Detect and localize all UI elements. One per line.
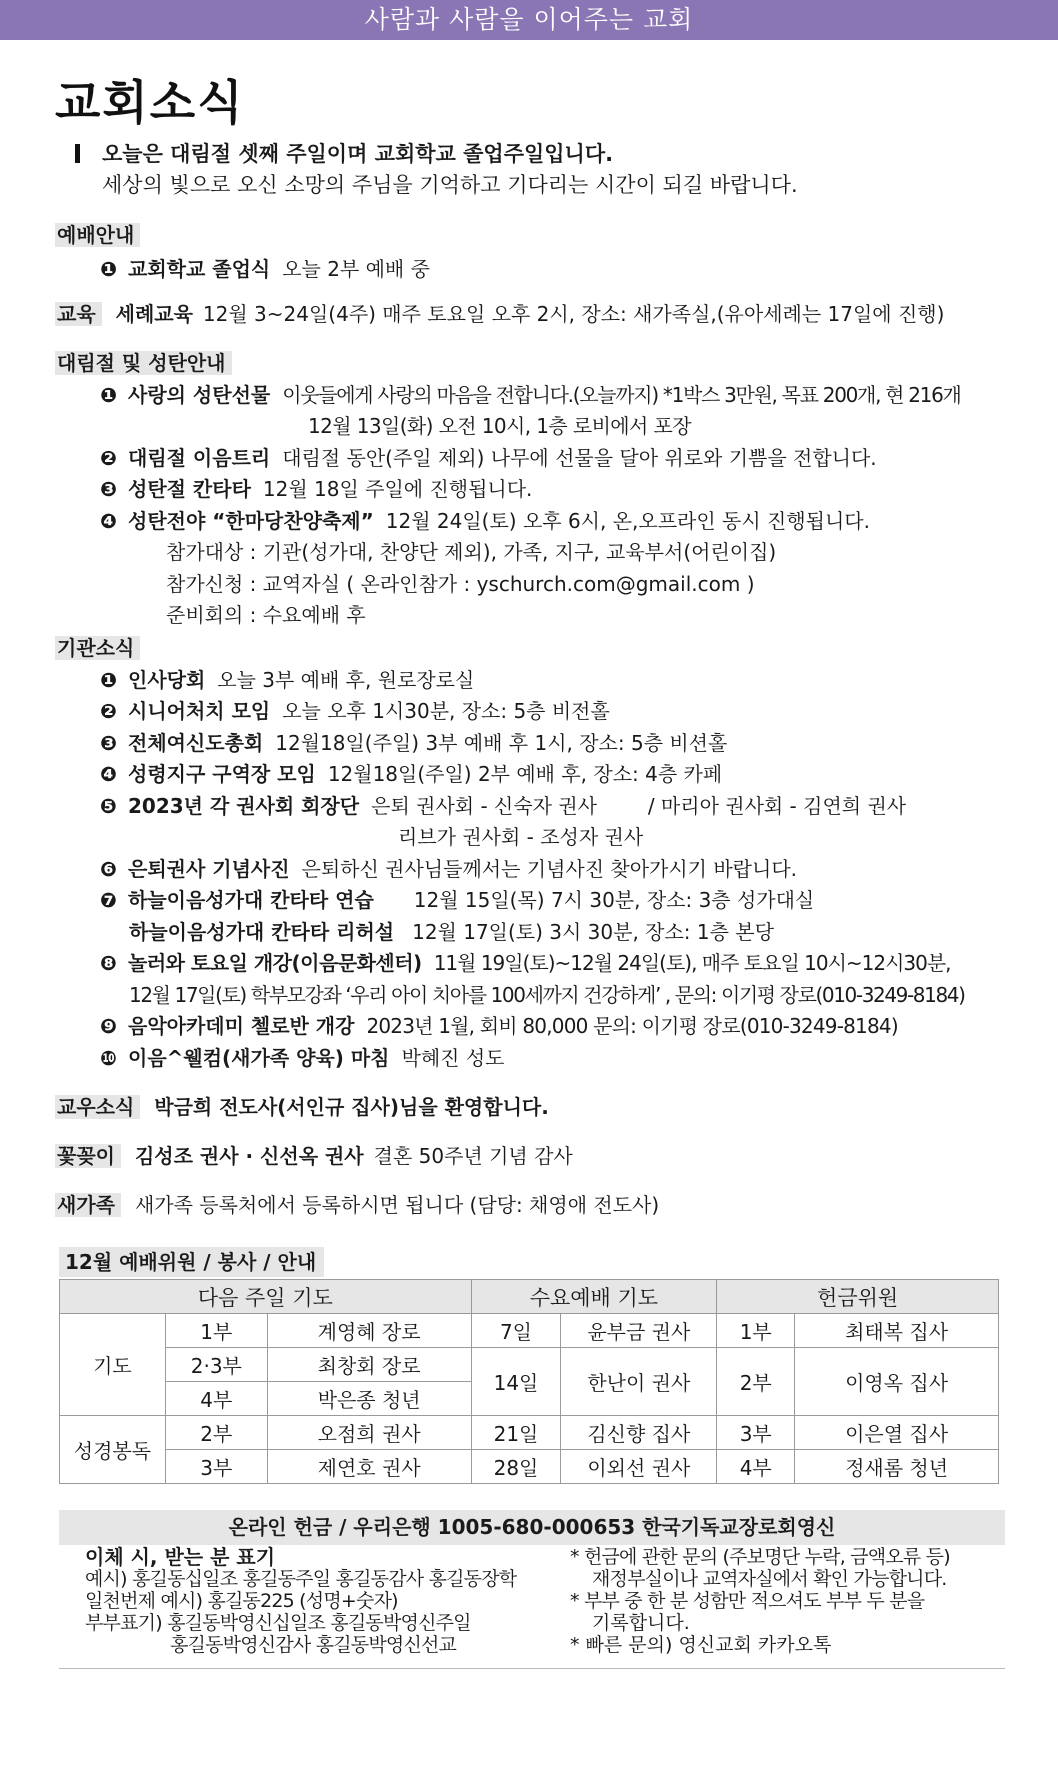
table-row: 성경봉독 2부 오점희 권사 21일 김신향 집사 3부 이은열 집사 <box>60 1416 999 1450</box>
divider <box>59 1668 1005 1669</box>
worship-section <box>55 220 430 285</box>
org-item: ❾ 음악아카데미 첼로반 개강 2023년 1월, 회비 80,000 문의: 이기평 장로(010-3249-8184) <box>100 1014 898 1038</box>
education-label: 세례교육 <box>115 302 193 326</box>
org-item: ❷ 시니어처치 모임 오늘 오후 1시30분, 장소: 5층 비전홀 <box>100 699 610 723</box>
table-header-row <box>60 1280 999 1314</box>
org-item: ❻ 은퇴권사 기념사진 은퇴하신 권사님들께서는 기념사진 찾아가시기 바랍니다. <box>100 856 797 881</box>
page-banner: 사람과 사람을 이어주는 교회 <box>0 0 1058 40</box>
online-offering-heading: 온라인 헌금 / 우리은행 1005-680-000653 한국기독교장로회영신 <box>59 1510 1005 1545</box>
flowers-text: 결혼 50주년 기념 감사 <box>373 1144 573 1168</box>
table-row: 3부 제연호 권사 28일 이외선 권사 4부 정새롬 청년 <box>60 1450 999 1484</box>
advent-sub: 참가대상 : 기관(성가대, 찬양단 제외), 가족, 지구, 교육부서(어린이집) <box>166 540 777 564</box>
missionary-heading: 교우소식 <box>55 1095 140 1119</box>
advent-item: ❷ 대림절 이음트리 대림절 동안(주일 제외) 나무에 선물을 달아 위로와 기쁨을 전합니다. <box>100 445 877 470</box>
newfamily-heading: 새가족 <box>55 1193 121 1217</box>
advent-item-cont: 12월 13일(화) 오전 10시, 1층 로비에서 포장 <box>308 414 691 438</box>
advent-item: ❶ 사랑의 성탄선물 이웃들에게 사랑의 마음을 전합니다.(오늘까지) *1박스 3만원, 목표 200개, 현 216개 <box>100 382 961 407</box>
worship-item: ❶ 교회학교 졸업식 오늘 2부 예배 중 <box>100 256 430 281</box>
table-row: 2·3부 최창회 장로 14일 한난이 권사 2부 이영옥 집사 <box>60 1348 999 1382</box>
worship-heading: 예배안내 <box>55 223 140 247</box>
flowers-label: 김성조 권사 · 신선옥 권사 <box>134 1144 364 1168</box>
org-heading: 기관소식 <box>55 636 140 660</box>
table-row: 기도 1부 계영혜 장로 7일 윤부금 권사 1부 최태복 집사 <box>60 1314 999 1348</box>
advent-sub: 준비회의 : 수요예배 후 <box>166 603 366 627</box>
missionary-section <box>55 1092 559 1124</box>
col-wednesday-prayer: 수요예배 기도 <box>471 1280 717 1314</box>
table-row: 4부 박은종 청년 <box>60 1382 999 1416</box>
education-section <box>55 299 944 331</box>
flowers-heading: 꽃꽂이 <box>55 1144 121 1168</box>
advent-item: ❸ 성탄절 칸타타 12월 18일 주일에 진행됩니다. <box>100 477 533 501</box>
advent-heading: 대림절 및 성탄안내 <box>55 351 232 375</box>
org-item-cont: 12월 17일(토) 학부모강좌 ‘우리 아이 치아를 100세까지 건강하게’ , 문의: 이기평 장로(010-3249-8184) <box>129 982 965 1007</box>
org-item: ❼ 하늘이음성가대 칸타타 연습 12월 15일(목) 7시 30분, 장소: 3층 성가대실 <box>100 888 815 912</box>
advent-section <box>55 348 961 632</box>
org-item-cont: 리브가 권사회 - 조성자 권사 <box>398 825 644 849</box>
intro-line1: 오늘은 대림절 셋째 주일이며 교회학교 졸업주일입니다. <box>102 142 614 166</box>
prayer-label: 기도 <box>60 1314 166 1416</box>
schedule-heading: 12월 예배위원 / 봉사 / 안내 <box>59 1247 324 1277</box>
advent-sub: 참가신청 : 교역자실 ( 온라인참가 : yschurch.com@gmail.com ) <box>166 571 755 596</box>
online-offering-notes: * 헌금에 관한 문의 (주보명단 누락, 금액오류 등) 재정부실이나 교역자실에서 확인 가능합니다. * 부부 중 한 분 성함만 적으셔도 부부 두 분을 기록합니다. * 빠른 문의) 영신교회 카카오톡 <box>570 1546 950 1656</box>
org-item: ❶ 인사당회 오늘 3부 예배 후, 원로장로실 <box>100 667 475 692</box>
org-item: ❽ 놀러와 토요일 개강(이음문화센터) 11월 19일(토)~12월 24일(토), 매주 토요일 10시~12시30분, <box>100 951 951 975</box>
education-heading: 교육 <box>55 302 102 326</box>
schedule-table <box>59 1279 999 1484</box>
newfamily-text: 새가족 등록처에서 등록하시면 됩니다 (담당: 채영애 전도사) <box>134 1193 660 1217</box>
intro <box>75 139 798 201</box>
org-item: ❹ 성령지구 구역장 모임 12월18일(주일) 2부 예배 후, 장소: 4층 카페 <box>100 762 723 786</box>
intro-line2: 세상의 빛으로 오신 소망의 주님을 기억하고 기다리는 시간이 되길 바랍니다. <box>102 173 798 197</box>
flowers-section <box>55 1141 573 1173</box>
bullet-bar <box>75 144 80 163</box>
newfamily-section <box>55 1190 659 1222</box>
online-offering-instructions: 이체 시, 받는 분 표기 예시) 홍길동십일조 홍길동주일 홍길동감사 홍길동장학 일천번제 예시) 홍길동225 (성명+숫자) 부부표기) 홍길동박영신십일조 홍길동박영신주일 홍길동박영신감사 홍길동박영신선교 <box>85 1545 517 1656</box>
missionary-text: 박금희 전도사(서인규 집사)님을 환영합니다. <box>154 1095 549 1119</box>
education-text: 12월 3~24일(4주) 매주 토요일 오후 2시, 장소: 새가족실,(유아세례는 17일에 진행) <box>202 302 945 326</box>
bible-label: 성경봉독 <box>60 1416 166 1484</box>
org-item: ❸ 전체여신도총회 12월18일(주일) 3부 예배 후 1시, 장소: 5층 비션홀 <box>100 730 728 755</box>
col-offering: 헌금위원 <box>717 1280 999 1314</box>
org-section <box>55 633 965 1074</box>
org-item: ❿ 이음^웰컴(새가족 양육) 마침 박혜진 성도 <box>100 1045 505 1070</box>
col-next-sunday-prayer: 다음 주일 기도 <box>60 1280 472 1314</box>
org-item: ❺ 2023년 각 권사회 회장단 은퇴 권사회 - 신숙자 권사 / 마리아 권사회 - 김연희 권사 <box>100 793 907 818</box>
org-item-cont: 하늘이음성가대 칸타타 리허설 12월 17일(토) 3시 30분, 장소: 1층 본당 <box>129 919 774 944</box>
advent-item: ❹ 성탄전야 “한마당찬양축제” 12월 24일(토) 오후 6시, 온,오프라인 동시 진행됩니다. <box>100 508 870 533</box>
page-title: 교회소식 <box>55 76 245 131</box>
